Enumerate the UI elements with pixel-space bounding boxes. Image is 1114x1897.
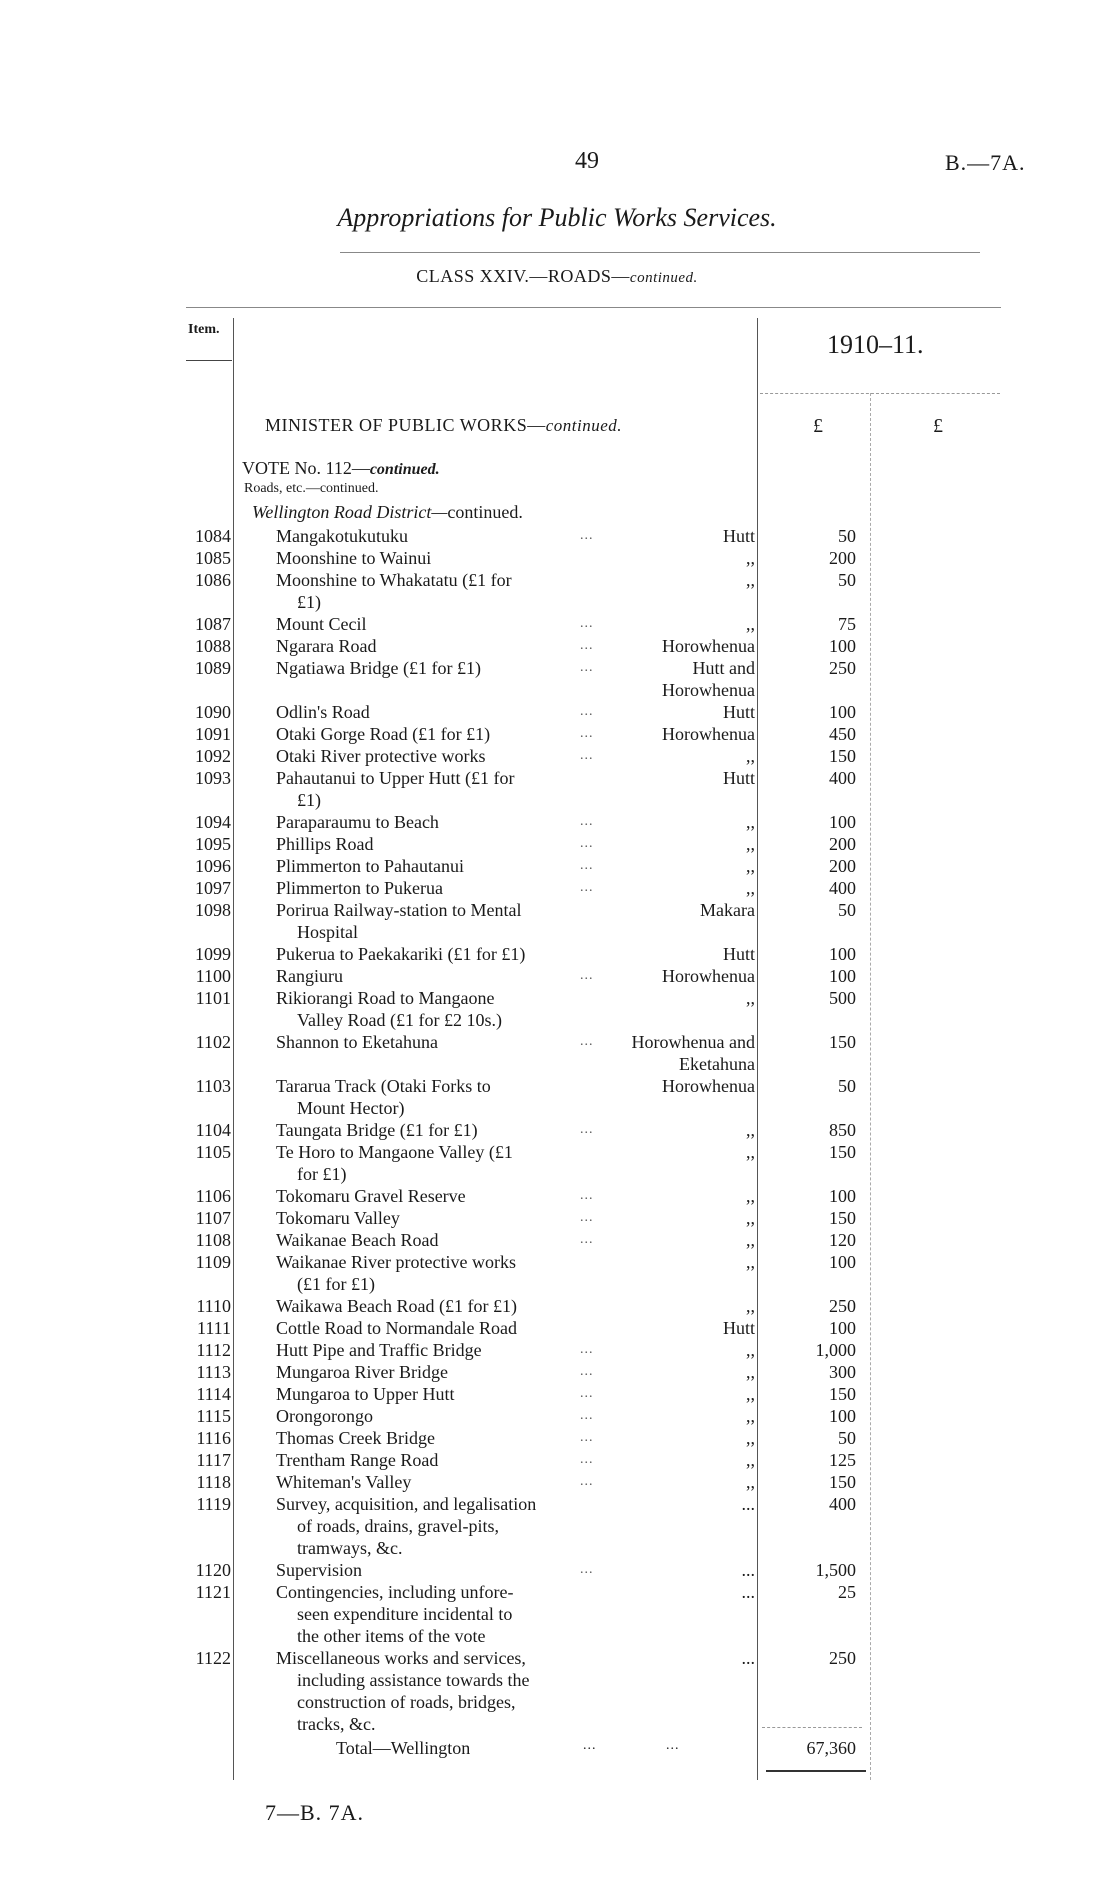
amount: 50 xyxy=(838,1076,856,1096)
item-description xyxy=(276,635,606,657)
item-number: 1116 xyxy=(196,1428,231,1448)
description-line: Rikiorangi Road to Mangaone xyxy=(276,988,495,1008)
amount: 120 xyxy=(829,1230,856,1250)
amount: 400 xyxy=(829,768,856,788)
item-description xyxy=(276,987,606,1031)
item-description xyxy=(276,1141,606,1185)
amount: 150 xyxy=(829,1384,856,1404)
description-line: Trentham Range Road xyxy=(276,1450,439,1470)
electoral-district: ,, xyxy=(746,570,755,590)
description-line: Waikanae River protective works xyxy=(276,1252,516,1272)
amount: 100 xyxy=(829,1318,856,1338)
amount: 150 xyxy=(829,746,856,766)
description-line: tramways, &c. xyxy=(297,1538,403,1558)
item-description xyxy=(276,569,606,613)
item-number: 1086 xyxy=(195,570,231,590)
description-line: Thomas Creek Bridge xyxy=(276,1428,435,1448)
description-line: Tokomaru Valley xyxy=(276,1208,400,1228)
leader-dots: ... xyxy=(580,660,594,675)
leader-dots: ... xyxy=(580,1386,594,1401)
vote-heading xyxy=(242,458,440,479)
vote-heading-prefix: VOTE No. 112— xyxy=(242,458,370,478)
leader-dots: ... xyxy=(580,1364,594,1379)
leader-dots: ... xyxy=(580,1034,594,1049)
electoral-district: ,, xyxy=(746,834,755,854)
description-line: Miscellaneous works and services, xyxy=(276,1648,526,1668)
district-continued: continued. xyxy=(447,502,523,522)
district-column-divider xyxy=(757,318,758,1780)
leader-dots: ... xyxy=(580,968,594,983)
roads-subheading: Roads, etc.—continued. xyxy=(244,481,379,496)
item-description xyxy=(276,1207,606,1229)
description-line: Plimmerton to Pahautanui xyxy=(276,856,464,876)
item-number: 1090 xyxy=(195,702,231,722)
description-line: Otaki River protective works xyxy=(276,746,486,766)
electoral-district: Makara xyxy=(700,900,755,920)
item-description xyxy=(276,1031,606,1053)
item-number: 1121 xyxy=(195,1582,231,1602)
amount: 50 xyxy=(838,526,856,546)
leader-dots: ... xyxy=(580,1430,594,1445)
leader-dots: ... xyxy=(580,1452,594,1467)
electoral-district: ... xyxy=(741,1648,755,1668)
description-line: Paraparaumu to Beach xyxy=(276,812,439,832)
item-description xyxy=(276,613,606,635)
item-number: 1117 xyxy=(196,1450,231,1470)
total-amount: 67,360 xyxy=(806,1738,856,1758)
item-description xyxy=(276,1119,606,1141)
description-line: including assistance towards the xyxy=(297,1670,530,1690)
description-line: Mungaroa to Upper Hutt xyxy=(276,1384,455,1404)
description-line: Mungaroa River Bridge xyxy=(276,1362,448,1382)
leader-dots: ... xyxy=(580,814,594,829)
electoral-district: ,, xyxy=(746,746,755,766)
item-number: 1120 xyxy=(195,1560,231,1580)
electoral-district: Horowhenua xyxy=(662,636,755,656)
electoral-district: Horowhenua xyxy=(662,1076,755,1096)
item-number: 1100 xyxy=(195,966,231,986)
minister-heading xyxy=(265,415,622,436)
amount: 50 xyxy=(838,900,856,920)
amount: 250 xyxy=(829,1648,856,1668)
title-rule xyxy=(340,252,980,253)
item-description xyxy=(276,855,606,877)
amount: 150 xyxy=(829,1142,856,1162)
description-line: £1) xyxy=(297,790,321,810)
total-bottom-rule xyxy=(766,1770,866,1772)
item-number: 1094 xyxy=(195,812,231,832)
item-number: 1119 xyxy=(196,1494,231,1514)
item-description xyxy=(276,943,606,965)
amount: 150 xyxy=(829,1208,856,1228)
electoral-district: ,, xyxy=(746,1208,755,1228)
description-line: Rangiuru xyxy=(276,966,343,986)
item-number: 1112 xyxy=(196,1340,231,1360)
leader-dots: ... xyxy=(580,616,594,631)
amount: 250 xyxy=(829,1296,856,1316)
page-number: 49 xyxy=(575,148,599,174)
electoral-district: ... xyxy=(741,1560,755,1580)
amount: 450 xyxy=(829,724,856,744)
item-number: 1101 xyxy=(195,988,231,1008)
description-line: £1) xyxy=(297,592,321,612)
amount: 200 xyxy=(829,834,856,854)
description-line: Te Horo to Mangaone Valley (£1 xyxy=(276,1142,513,1162)
description-line: Mount Cecil xyxy=(276,614,367,634)
leader-dots: ... xyxy=(580,726,594,741)
item-number: 1106 xyxy=(195,1186,231,1206)
electoral-district: ,, xyxy=(746,856,755,876)
electoral-district: ,, xyxy=(746,878,755,898)
item-description xyxy=(276,1471,606,1493)
description-line: Porirua Railway-station to Mental xyxy=(276,900,522,920)
description-line: Ngarara Road xyxy=(276,636,377,656)
item-description xyxy=(276,965,606,987)
electoral-district: ,, xyxy=(746,548,755,568)
electoral-district: ,, xyxy=(746,1472,755,1492)
electoral-district: ,, xyxy=(746,1362,755,1382)
item-number: 1104 xyxy=(195,1120,231,1140)
description-line: construction of roads, bridges, xyxy=(297,1692,516,1712)
item-number: 1085 xyxy=(195,548,231,568)
item-description xyxy=(276,745,606,767)
table-top-rule xyxy=(186,307,1001,308)
description-line: Ngatiawa Bridge (£1 for £1) xyxy=(276,658,481,678)
item-column-divider xyxy=(233,318,234,1780)
item-column-header: Item. xyxy=(188,322,220,337)
description-line: Odlin's Road xyxy=(276,702,370,722)
electoral-district: Hutt xyxy=(722,702,755,722)
electoral-district: ,, xyxy=(746,614,755,634)
description-line: Mangakotukutuku xyxy=(276,526,408,546)
electoral-district: ,, xyxy=(746,1340,755,1360)
leader-dots: ... xyxy=(580,858,594,873)
electoral-district: ,, xyxy=(746,812,755,832)
item-number: 1087 xyxy=(195,614,231,634)
description-line: for £1) xyxy=(297,1164,347,1184)
amount: 200 xyxy=(829,856,856,876)
electoral-district: Hutt xyxy=(722,768,755,788)
amount: 250 xyxy=(829,658,856,678)
leader-dots: ... xyxy=(580,1474,594,1489)
leader-dots: ... xyxy=(580,1122,594,1137)
electoral-district: ,, xyxy=(746,1142,755,1162)
amount: 100 xyxy=(829,944,856,964)
description-line: Cottle Road to Normandale Road xyxy=(276,1318,517,1338)
electoral-district: Horowhenua xyxy=(662,966,755,986)
item-description xyxy=(276,1559,606,1581)
item-number: 1122 xyxy=(195,1648,231,1668)
amount-column-divider xyxy=(870,393,871,1780)
item-description xyxy=(276,547,606,569)
class-heading-suffix: continued. xyxy=(629,270,698,286)
item-number: 1084 xyxy=(195,526,231,546)
description-line: Valley Road (£1 for £2 10s.) xyxy=(297,1010,502,1030)
electoral-district: ,, xyxy=(746,1186,755,1206)
item-description xyxy=(276,1229,606,1251)
electoral-district: ,, xyxy=(746,1450,755,1470)
document-reference: B.—7A. xyxy=(945,150,1026,175)
item-description xyxy=(276,1427,606,1449)
description-line: Plimmerton to Pukerua xyxy=(276,878,443,898)
amount: 1,000 xyxy=(815,1340,856,1360)
description-line: Tararua Track (Otaki Forks to xyxy=(276,1076,491,1096)
description-line: of roads, drains, gravel-pits, xyxy=(297,1516,499,1536)
leader-dots: ... xyxy=(580,704,594,719)
leader-dots: ... xyxy=(580,528,594,543)
item-number: 1110 xyxy=(196,1296,231,1316)
item-description xyxy=(276,1339,606,1361)
item-number: 1092 xyxy=(195,746,231,766)
item-number: 1108 xyxy=(195,1230,231,1250)
district-subheading xyxy=(252,502,523,523)
class-heading-prefix: CLASS XXIV.—ROADS— xyxy=(416,266,630,286)
item-description xyxy=(276,701,606,723)
item-description xyxy=(276,657,606,679)
amount: 75 xyxy=(838,614,856,634)
item-description xyxy=(276,525,606,547)
amount: 100 xyxy=(829,1406,856,1426)
item-number: 1107 xyxy=(195,1208,231,1228)
amount: 125 xyxy=(829,1450,856,1470)
electoral-district: ,, xyxy=(746,1296,755,1316)
leader-dots: ... xyxy=(580,748,594,763)
description-line: Supervision xyxy=(276,1560,363,1580)
leader-dots: ... xyxy=(580,1562,594,1577)
pound-sign-first: £ xyxy=(813,415,823,437)
item-description xyxy=(276,1647,606,1735)
amount: 1,500 xyxy=(815,1560,856,1580)
description-line: Hutt Pipe and Traffic Bridge xyxy=(276,1340,482,1360)
amount: 100 xyxy=(829,1252,856,1272)
item-description xyxy=(276,833,606,855)
year-header-rule xyxy=(760,393,1000,394)
item-number: 1093 xyxy=(195,768,231,788)
electoral-district: Hutt xyxy=(722,526,755,546)
item-number: 1097 xyxy=(195,878,231,898)
description-line: Tokomaru Gravel Reserve xyxy=(276,1186,466,1206)
description-line: Shannon to Eketahuna xyxy=(276,1032,438,1052)
description-line: Survey, acquisition, and legalisation xyxy=(276,1494,537,1514)
item-number: 1109 xyxy=(195,1252,231,1272)
amount: 100 xyxy=(829,702,856,722)
amount: 400 xyxy=(829,1494,856,1514)
item-description xyxy=(276,1449,606,1471)
item-description xyxy=(276,1251,606,1295)
electoral-district: ... xyxy=(741,1582,755,1602)
description-line: Otaki Gorge Road (£1 for £1) xyxy=(276,724,491,744)
electoral-district: ... xyxy=(741,1494,755,1514)
item-number: 1095 xyxy=(195,834,231,854)
leader-dots: ... xyxy=(580,1188,594,1203)
leader-dots: ... xyxy=(580,1342,594,1357)
description-line: Contingencies, including unfore- xyxy=(276,1582,514,1602)
item-number: 1099 xyxy=(195,944,231,964)
amount: 50 xyxy=(838,570,856,590)
amount: 400 xyxy=(829,878,856,898)
item-description xyxy=(276,767,606,811)
class-heading xyxy=(0,266,1114,287)
description-line: seen expenditure incidental to xyxy=(297,1604,513,1624)
item-number: 1103 xyxy=(195,1076,231,1096)
description-line: Mount Hector) xyxy=(297,1098,405,1118)
description-line: Moonshine to Whakatatu (£1 for xyxy=(276,570,512,590)
item-description xyxy=(276,1493,606,1559)
description-line: Phillips Road xyxy=(276,834,374,854)
item-number: 1096 xyxy=(195,856,231,876)
total-leader-dots: ... xyxy=(583,1738,597,1753)
description-line: Taungata Bridge (£1 for £1) xyxy=(276,1120,478,1140)
item-description xyxy=(276,811,606,833)
item-description xyxy=(276,1295,606,1317)
amount: 500 xyxy=(829,988,856,1008)
description-line: Moonshine to Wainui xyxy=(276,548,432,568)
amount: 100 xyxy=(829,812,856,832)
item-description xyxy=(276,1317,606,1339)
leader-dots: ... xyxy=(580,880,594,895)
item-description xyxy=(276,1383,606,1405)
description-line: Pukerua to Paekakariki (£1 for £1) xyxy=(276,944,526,964)
item-number: 1115 xyxy=(196,1406,231,1426)
description-line: Orongorongo xyxy=(276,1406,373,1426)
electoral-district: Horowhenua and Eketahuna xyxy=(631,1032,755,1074)
amount: 200 xyxy=(829,548,856,568)
electoral-district: ,, xyxy=(746,1252,755,1272)
page-footer: 7—B. 7A. xyxy=(265,1800,365,1825)
electoral-district: ,, xyxy=(746,1428,755,1448)
item-description xyxy=(276,1075,606,1119)
amount: 100 xyxy=(829,966,856,986)
electoral-district: ,, xyxy=(746,1384,755,1404)
description-line: Pahautanui to Upper Hutt (£1 for xyxy=(276,768,515,788)
minister-heading-suffix: continued. xyxy=(545,416,622,435)
total-label: Total—Wellington xyxy=(336,1738,471,1758)
item-description xyxy=(276,1581,606,1647)
electoral-district: ,, xyxy=(746,1120,755,1140)
electoral-district: ,, xyxy=(746,1230,755,1250)
item-description xyxy=(276,1185,606,1207)
electoral-district: ,, xyxy=(746,1406,755,1426)
description-line: Waikawa Beach Road (£1 for £1) xyxy=(276,1296,517,1316)
district-name: Wellington Road District— xyxy=(252,502,448,522)
year-column-header: 1910–11. xyxy=(827,330,924,359)
item-description xyxy=(276,877,606,899)
item-number: 1088 xyxy=(195,636,231,656)
item-description xyxy=(276,1405,606,1427)
item-number: 1118 xyxy=(196,1472,231,1492)
item-number: 1105 xyxy=(195,1142,231,1162)
leader-dots: ... xyxy=(580,836,594,851)
leader-dots: ... xyxy=(580,1408,594,1423)
item-description xyxy=(276,1361,606,1383)
amount: 850 xyxy=(829,1120,856,1140)
amount: 25 xyxy=(838,1582,856,1602)
item-number: 1114 xyxy=(196,1384,231,1404)
item-number: 1111 xyxy=(197,1318,231,1338)
electoral-district: Hutt xyxy=(722,944,755,964)
leader-dots: ... xyxy=(580,1232,594,1247)
minister-heading-prefix: MINISTER OF PUBLIC WORKS— xyxy=(265,415,546,435)
amount: 150 xyxy=(829,1032,856,1052)
total-top-rule xyxy=(762,1727,862,1728)
amount: 100 xyxy=(829,636,856,656)
item-number: 1102 xyxy=(195,1032,231,1052)
leader-dots: ... xyxy=(580,638,594,653)
item-number: 1091 xyxy=(195,724,231,744)
electoral-district: ,, xyxy=(746,988,755,1008)
item-description xyxy=(276,899,606,943)
description-line: tracks, &c. xyxy=(297,1714,376,1734)
amount: 300 xyxy=(829,1362,856,1382)
item-number: 1089 xyxy=(195,658,231,678)
item-description xyxy=(276,723,606,745)
description-line: (£1 for £1) xyxy=(297,1274,375,1294)
leader-dots: ... xyxy=(580,1210,594,1225)
electoral-district: Hutt xyxy=(722,1318,755,1338)
description-line: Whiteman's Valley xyxy=(276,1472,412,1492)
vote-heading-suffix: continued. xyxy=(369,461,440,478)
amount: 150 xyxy=(829,1472,856,1492)
description-line: Hospital xyxy=(297,922,358,942)
page-title: Appropriations for Public Works Services. xyxy=(337,203,777,232)
item-number: 1098 xyxy=(195,900,231,920)
total-leader-dots: ... xyxy=(666,1738,680,1753)
amount: 100 xyxy=(829,1186,856,1206)
electoral-district: Horowhenua xyxy=(662,724,755,744)
amount: 50 xyxy=(838,1428,856,1448)
electoral-district: Hutt and Horowhenua xyxy=(662,658,755,700)
item-header-rule xyxy=(186,360,232,361)
pound-sign-second: £ xyxy=(933,415,943,437)
description-line: Waikanae Beach Road xyxy=(276,1230,439,1250)
item-number: 1113 xyxy=(196,1362,231,1382)
description-line: the other items of the vote xyxy=(297,1626,486,1646)
